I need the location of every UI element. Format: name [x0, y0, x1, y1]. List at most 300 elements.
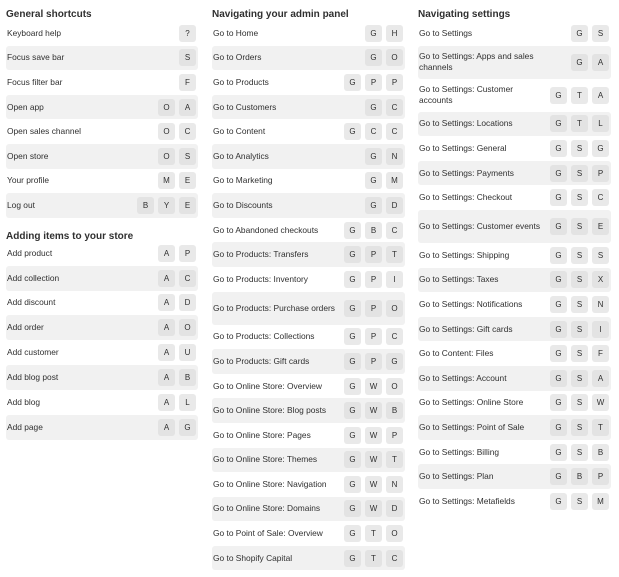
- key-combination: [344, 378, 405, 395]
- keyboard-key: G: [550, 165, 567, 182]
- keyboard-key: S: [571, 394, 588, 411]
- key-combination: [158, 148, 198, 165]
- keyboard-key: A: [158, 344, 175, 361]
- shortcut-row: [212, 70, 405, 95]
- keyboard-key: G: [365, 25, 382, 42]
- keyboard-key: C: [386, 222, 403, 239]
- shortcut-label: Add customer: [7, 347, 59, 358]
- keyboard-key: C: [386, 550, 403, 567]
- key-combination: [365, 148, 405, 165]
- keyboard-key: G: [344, 378, 361, 395]
- key-combination: [179, 74, 198, 91]
- key-combination: [365, 172, 405, 189]
- keyboard-key: W: [365, 378, 382, 395]
- keyboard-key: O: [386, 378, 403, 395]
- keyboard-key: H: [386, 25, 403, 42]
- keyboard-key: C: [386, 123, 403, 140]
- key-combination: [344, 74, 405, 91]
- shortcut-row: [212, 46, 405, 71]
- shortcut-row: [418, 391, 611, 416]
- keyboard-key: G: [386, 353, 403, 370]
- shortcut-row: [212, 325, 405, 350]
- keyboard-key: E: [179, 197, 196, 214]
- shortcut-row: [6, 365, 198, 390]
- keyboard-key: S: [571, 345, 588, 362]
- keyboard-key: D: [386, 197, 403, 214]
- key-combination: [158, 369, 198, 386]
- shortcut-row: [6, 415, 198, 440]
- keyboard-key: ?: [179, 25, 196, 42]
- shortcut-row: [212, 218, 405, 243]
- shortcut-label: Go to Online Store: Domains: [213, 503, 321, 514]
- keyboard-key: B: [365, 222, 382, 239]
- shortcut-label: Go to Settings: Plan: [419, 471, 494, 482]
- shortcut-row: [418, 489, 611, 514]
- shortcut-row: [212, 472, 405, 497]
- keyboard-key: G: [550, 419, 567, 436]
- shortcut-label: Go to Analytics: [213, 150, 269, 161]
- shortcut-label: Focus filter bar: [7, 76, 63, 87]
- shortcut-label: Go to Settings: Notifications: [419, 298, 523, 309]
- keyboard-key: G: [550, 345, 567, 362]
- shortcut-label: Go to Settings: Metafields: [419, 495, 515, 506]
- key-combination: [179, 49, 198, 66]
- keyboard-key: P: [365, 300, 382, 317]
- keyboard-key: G: [344, 500, 361, 517]
- key-combination: [179, 25, 198, 42]
- shortcut-label: Log out: [7, 199, 35, 210]
- shortcut-label: Go to Products: [213, 76, 269, 87]
- keyboard-key: O: [386, 525, 403, 542]
- keyboard-key: G: [550, 468, 567, 485]
- key-combination: [365, 99, 405, 116]
- keyboard-key: G: [550, 444, 567, 461]
- shortcut-label: Add page: [7, 421, 43, 432]
- shortcut-row: [212, 374, 405, 399]
- shortcut-row: [418, 46, 611, 79]
- keyboard-key: W: [365, 451, 382, 468]
- shortcut-label: Focus save bar: [7, 52, 65, 63]
- shortcut-row: [6, 119, 198, 144]
- shortcut-list: [212, 21, 405, 570]
- keyboard-key: C: [592, 189, 609, 206]
- keyboard-key: E: [592, 218, 609, 235]
- keyboard-key: G: [550, 87, 567, 104]
- admin-panel-column: [212, 0, 405, 570]
- keyboard-key: M: [386, 172, 403, 189]
- keyboard-key: S: [571, 493, 588, 510]
- key-combination: [571, 54, 611, 71]
- shortcut-label: Go to Online Store: Navigation: [213, 478, 327, 489]
- key-combination: [344, 476, 405, 493]
- key-combination: [158, 344, 198, 361]
- shortcut-row: [6, 315, 198, 340]
- keyboard-key: O: [158, 123, 175, 140]
- key-combination: [550, 296, 611, 313]
- key-combination: [550, 218, 611, 235]
- keyboard-key: P: [179, 245, 196, 262]
- keyboard-key: S: [571, 370, 588, 387]
- shortcut-label: Go to Products: Transfers: [213, 249, 309, 260]
- key-combination: [344, 451, 405, 468]
- key-combination: [344, 525, 405, 542]
- keyboard-key: G: [179, 419, 196, 436]
- keyboard-key: O: [179, 319, 196, 336]
- shortcut-label: Go to Settings: Shipping: [419, 249, 510, 260]
- keyboard-key: S: [571, 296, 588, 313]
- keyboard-key: A: [179, 99, 196, 116]
- shortcut-label: Go to Online Store: Themes: [213, 454, 318, 465]
- shortcut-label: Add collection: [7, 272, 60, 283]
- keyboard-key: G: [550, 394, 567, 411]
- key-combination: [550, 394, 611, 411]
- keyboard-key: P: [592, 165, 609, 182]
- key-combination: [158, 394, 198, 411]
- shortcut-label: Go to Settings: Online Store: [419, 397, 524, 408]
- keyboard-key: B: [571, 468, 588, 485]
- keyboard-key: A: [158, 419, 175, 436]
- keyboard-key: G: [365, 172, 382, 189]
- keyboard-key: A: [158, 369, 175, 386]
- shortcut-row: [212, 349, 405, 374]
- shortcut-row: [212, 144, 405, 169]
- shortcut-label: Keyboard help: [7, 27, 62, 38]
- shortcut-label: Go to Products: Collections: [213, 331, 315, 342]
- shortcut-label: Go to Online Store: Pages: [213, 429, 311, 440]
- key-combination: [550, 165, 611, 182]
- keyboard-key: G: [344, 123, 361, 140]
- shortcut-row: [418, 136, 611, 161]
- keyboard-key: U: [179, 344, 196, 361]
- keyboard-key: G: [571, 25, 588, 42]
- key-combination: [344, 353, 405, 370]
- keyboard-key: G: [344, 353, 361, 370]
- keyboard-key: S: [179, 148, 196, 165]
- keyboard-key: P: [365, 246, 382, 263]
- key-combination: [344, 300, 405, 317]
- key-combination: [344, 328, 405, 345]
- key-combination: [550, 444, 611, 461]
- key-combination: [550, 321, 611, 338]
- keyboard-key: T: [571, 115, 588, 132]
- keyboard-key: G: [365, 148, 382, 165]
- key-combination: [158, 419, 198, 436]
- shortcut-label: Go to Settings: General: [419, 142, 507, 153]
- keyboard-key: C: [365, 123, 382, 140]
- shortcut-label: Add blog post: [7, 372, 59, 383]
- key-combination: [365, 197, 405, 214]
- shortcut-row: [6, 340, 198, 365]
- keyboard-key: T: [365, 525, 382, 542]
- shortcut-label: Go to Settings: Taxes: [419, 274, 499, 285]
- key-combination: [550, 140, 611, 157]
- shortcut-label: Go to Point of Sale: Overview: [213, 528, 323, 539]
- shortcut-row: [6, 241, 198, 266]
- shortcut-label: Go to Settings: Locations: [419, 118, 513, 129]
- shortcut-row: [418, 440, 611, 465]
- keyboard-key: A: [158, 294, 175, 311]
- keyboard-key: G: [365, 197, 382, 214]
- shortcut-label: Go to Settings: Customer accounts: [419, 84, 514, 106]
- shortcut-label: Go to Customers: [213, 101, 277, 112]
- shortcut-row: [6, 144, 198, 169]
- key-combination: [365, 25, 405, 42]
- shortcut-label: Open store: [7, 150, 49, 161]
- shortcut-row: [418, 243, 611, 268]
- keyboard-key: G: [550, 321, 567, 338]
- keyboard-key: G: [344, 328, 361, 345]
- keyboard-key: M: [158, 172, 175, 189]
- shortcut-label: Open app: [7, 101, 44, 112]
- shortcut-row: [212, 448, 405, 473]
- keyboard-key: N: [386, 148, 403, 165]
- keyboard-key: O: [158, 148, 175, 165]
- key-combination: [550, 493, 611, 510]
- key-combination: [158, 172, 198, 189]
- shortcut-label: Go to Settings: [419, 27, 473, 38]
- key-combination: [550, 468, 611, 485]
- keyboard-key: G: [550, 493, 567, 510]
- shortcut-label: Go to Abandoned checkouts: [213, 224, 319, 235]
- key-combination: [158, 99, 198, 116]
- keyboard-key: S: [571, 444, 588, 461]
- key-combination: [344, 246, 405, 263]
- shortcut-row: [212, 95, 405, 120]
- shortcut-label: Go to Shopify Capital: [213, 552, 293, 563]
- keyboard-key: N: [592, 296, 609, 313]
- shortcut-label: Go to Online Store: Blog posts: [213, 405, 327, 416]
- shortcut-row: [212, 423, 405, 448]
- key-combination: [550, 189, 611, 206]
- keyboard-key: T: [386, 451, 403, 468]
- key-combination: [571, 25, 611, 42]
- keyboard-key: B: [386, 402, 403, 419]
- shortcut-row: [6, 21, 198, 46]
- keyboard-key: L: [179, 394, 196, 411]
- keyboard-key: S: [571, 218, 588, 235]
- shortcut-label: Go to Settings: Point of Sale: [419, 421, 525, 432]
- section-heading: General shortcuts: [6, 9, 92, 20]
- shortcut-label: Go to Products: Gift cards: [213, 355, 310, 366]
- shortcut-row: [212, 193, 405, 218]
- keyboard-key: S: [571, 271, 588, 288]
- keyboard-key: A: [592, 87, 609, 104]
- keyboard-key: G: [592, 140, 609, 157]
- shortcut-row: [418, 292, 611, 317]
- shortcut-row: [212, 169, 405, 194]
- keyboard-key: W: [365, 476, 382, 493]
- shortcut-label: Go to Settings: Checkout: [419, 192, 513, 203]
- keyboard-key: G: [344, 246, 361, 263]
- keyboard-key: B: [137, 197, 154, 214]
- keyboard-key: F: [592, 345, 609, 362]
- keyboard-key: O: [158, 99, 175, 116]
- keyboard-key: G: [571, 54, 588, 71]
- shortcut-row: [418, 161, 611, 186]
- shortcut-row: [6, 70, 198, 95]
- key-combination: [550, 370, 611, 387]
- keyboard-key: W: [365, 427, 382, 444]
- shortcut-row: [418, 112, 611, 137]
- key-combination: [344, 427, 405, 444]
- shortcut-row: [418, 366, 611, 391]
- shortcut-label: Go to Home: [213, 27, 259, 38]
- keyboard-key: W: [592, 394, 609, 411]
- keyboard-key: A: [158, 319, 175, 336]
- keyboard-key: M: [592, 493, 609, 510]
- keyboard-key: S: [571, 247, 588, 264]
- keyboard-key: T: [386, 246, 403, 263]
- key-combination: [550, 247, 611, 264]
- keyboard-key: G: [550, 189, 567, 206]
- keyboard-key: P: [365, 74, 382, 91]
- keyboard-key: Y: [158, 197, 175, 214]
- shortcut-row: [212, 521, 405, 546]
- shortcut-label: Add blog: [7, 397, 41, 408]
- keyboard-key: W: [365, 500, 382, 517]
- shortcut-row: [418, 415, 611, 440]
- shortcut-row: [6, 390, 198, 415]
- keyboard-key: I: [386, 271, 403, 288]
- keyboard-key: G: [344, 550, 361, 567]
- keyboard-key: T: [571, 87, 588, 104]
- shortcut-label: Go to Orders: [213, 52, 262, 63]
- keyboard-key: G: [550, 296, 567, 313]
- keyboard-key: A: [158, 245, 175, 262]
- key-combination: [344, 402, 405, 419]
- keyboard-key: P: [365, 271, 382, 288]
- keyboard-key: A: [592, 54, 609, 71]
- shortcut-label: Go to Products: Inventory: [213, 273, 308, 284]
- keyboard-key: G: [365, 99, 382, 116]
- keyboard-key: T: [592, 419, 609, 436]
- shortcut-label: Go to Settings: Billing: [419, 446, 500, 457]
- keyboard-key: S: [592, 25, 609, 42]
- shortcut-row: [418, 317, 611, 342]
- keyboard-key: G: [344, 402, 361, 419]
- keyboard-key: O: [386, 49, 403, 66]
- keyboard-key: C: [179, 270, 196, 287]
- shortcut-list: [6, 21, 198, 218]
- shortcut-label: Go to Online Store: Overview: [213, 380, 322, 391]
- shortcut-row: [418, 341, 611, 366]
- keyboard-key: A: [158, 270, 175, 287]
- shortcut-row: [212, 497, 405, 522]
- section-heading: Adding items to your store: [6, 230, 134, 242]
- keyboard-key: G: [344, 271, 361, 288]
- keyboard-key: B: [179, 369, 196, 386]
- keyboard-key: G: [344, 525, 361, 542]
- keyboard-key: S: [592, 247, 609, 264]
- keyboard-key: N: [386, 476, 403, 493]
- general-and-adding-column: [6, 0, 198, 440]
- key-combination: [344, 550, 405, 567]
- key-combination: [158, 319, 198, 336]
- key-combination: [550, 271, 611, 288]
- keyboard-key: D: [386, 500, 403, 517]
- keyboard-key: P: [386, 74, 403, 91]
- shortcut-row: [418, 21, 611, 46]
- key-combination: [158, 294, 198, 311]
- shortcut-list: [6, 241, 198, 440]
- keyboard-key: F: [179, 74, 196, 91]
- shortcut-label: Go to Marketing: [213, 175, 273, 186]
- key-combination: [137, 197, 198, 214]
- keyboard-key: G: [550, 218, 567, 235]
- keyboard-key: G: [344, 451, 361, 468]
- shortcut-label: Go to Content: Files: [419, 348, 494, 359]
- keyboard-key: D: [179, 294, 196, 311]
- keyboard-key: L: [592, 115, 609, 132]
- shortcut-row: [212, 21, 405, 46]
- shortcut-list: [418, 21, 611, 514]
- keyboard-key: C: [179, 123, 196, 140]
- shortcut-row: [6, 193, 198, 218]
- shortcut-row: [212, 546, 405, 571]
- keyboard-key: G: [550, 370, 567, 387]
- keyboard-key: P: [365, 328, 382, 345]
- keyboard-key: S: [571, 140, 588, 157]
- keyboard-key: G: [550, 115, 567, 132]
- keyboard-key: G: [344, 74, 361, 91]
- keyboard-key: A: [592, 370, 609, 387]
- keyboard-key: O: [386, 300, 403, 317]
- keyboard-key: S: [571, 165, 588, 182]
- shortcut-label: Go to Settings: Account: [419, 372, 507, 383]
- shortcut-row: [6, 46, 198, 71]
- shortcut-row: [6, 169, 198, 194]
- shortcut-row: [418, 268, 611, 293]
- keyboard-key: G: [365, 49, 382, 66]
- keyboard-key: S: [179, 49, 196, 66]
- shortcut-row: [6, 266, 198, 291]
- keyboard-key: W: [365, 402, 382, 419]
- shortcut-row: [212, 398, 405, 423]
- keyboard-key: G: [550, 271, 567, 288]
- keyboard-key: G: [344, 427, 361, 444]
- shortcut-label: Open sales channel: [7, 126, 82, 137]
- keyboard-key: G: [344, 300, 361, 317]
- shortcut-row: [212, 119, 405, 144]
- keyboard-key: S: [571, 419, 588, 436]
- shortcut-label: Go to Products: Purchase orders: [213, 302, 335, 313]
- key-combination: [344, 500, 405, 517]
- shortcut-row: [418, 464, 611, 489]
- shortcut-row: [212, 267, 405, 292]
- keyboard-key: C: [386, 328, 403, 345]
- shortcut-label: Add discount: [7, 297, 56, 308]
- keyboard-key: X: [592, 271, 609, 288]
- keyboard-key: B: [592, 444, 609, 461]
- keyboard-key: G: [344, 476, 361, 493]
- keyboard-key: E: [179, 172, 196, 189]
- key-combination: [365, 49, 405, 66]
- section-heading: Navigating your admin panel: [212, 9, 349, 20]
- key-combination: [158, 245, 198, 262]
- settings-column: [418, 0, 611, 514]
- keyboard-key: C: [386, 99, 403, 116]
- shortcut-label: Add product: [7, 247, 53, 258]
- keyboard-key: G: [550, 247, 567, 264]
- keyboard-key: G: [550, 140, 567, 157]
- shortcut-row: [212, 242, 405, 267]
- key-combination: [344, 222, 405, 239]
- shortcut-label: Go to Settings: Payments: [419, 167, 514, 178]
- keyboard-key: A: [158, 394, 175, 411]
- key-combination: [158, 270, 198, 287]
- keyboard-key: G: [344, 222, 361, 239]
- keyboard-key: I: [592, 321, 609, 338]
